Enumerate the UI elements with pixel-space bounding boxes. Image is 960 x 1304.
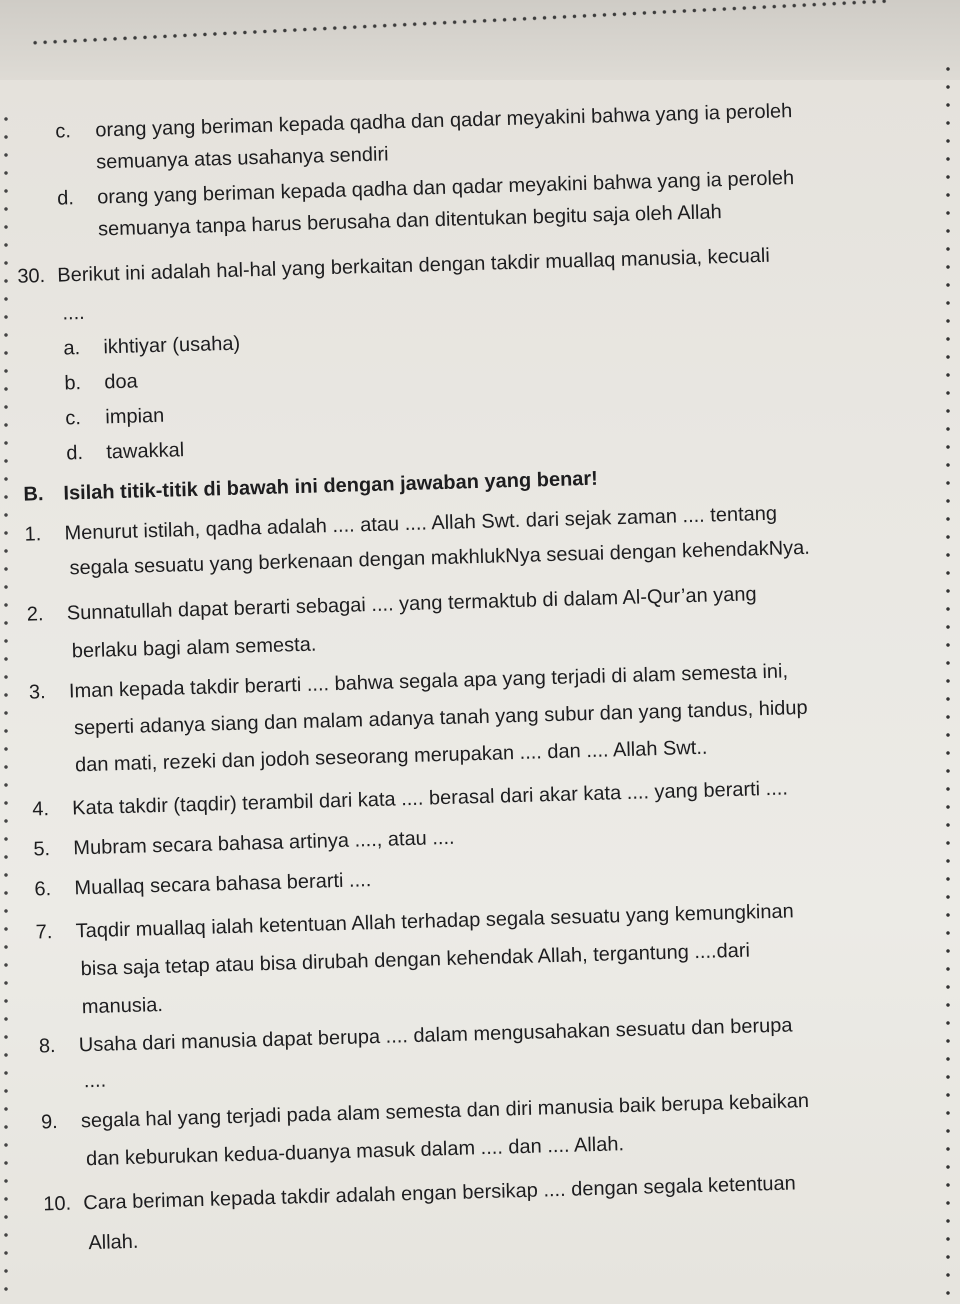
q30-option-b-text: doa bbox=[104, 370, 139, 394]
section-b-heading bbox=[23, 467, 598, 507]
question-8-line2: .... bbox=[83, 1069, 107, 1093]
question-1-line2: segala sesuatu yang berkenaan dengan makhlukNya sesuai dengan kehendakNya. bbox=[69, 536, 811, 580]
question-30-text: Berikut ini adalah hal-hal yang berkaitan dengan takdir muallaq manusia, kecuali bbox=[57, 244, 771, 287]
option-d-text: orang yang beriman kepada qadha dan qadar meyakini bahwa yang ia peroleh bbox=[96, 167, 795, 209]
q30-option-a-label: a. bbox=[63, 337, 81, 360]
question-2-line2: berlaku bagi alam semesta. bbox=[71, 633, 317, 663]
question-2 bbox=[27, 582, 757, 626]
q30-option-d bbox=[66, 438, 184, 465]
option-c-text: orang yang beriman kepada qadha dan qadar meyakini bahwa yang ia peroleh bbox=[95, 100, 793, 142]
question-30-number: 30. bbox=[17, 264, 46, 288]
question-2-number: 2. bbox=[26, 603, 44, 626]
question-9-line2: dan keburukan kedua-duanya masuk dalam .... dan .... Allah. bbox=[85, 1133, 625, 1171]
question-7-line3: manusia. bbox=[81, 993, 164, 1019]
question-8-line1: Usaha dari manusia dapat berupa .... dalam mengusahakan sesuatu dan berupa bbox=[78, 1014, 793, 1057]
question-3-line1: Iman kepada takdir berarti .... bahwa segala apa yang terjadi di alam semesta ini, bbox=[68, 660, 789, 703]
option-c-line1 bbox=[55, 99, 793, 144]
question-10-line1: Cara beriman kepada takdir adalah engan bersikap .... dengan segala ketentuan bbox=[82, 1172, 797, 1215]
question-7-line1: Taqdir muallaq ialah ketentuan Allah terhadap segala sesuatu yang kemungkinan bbox=[75, 900, 795, 943]
question-3-line2: seperti adanya siang dan malam adanya tanah yang subur dan yang tandus, hidup bbox=[73, 696, 808, 740]
question-1-number: 1. bbox=[24, 523, 42, 546]
section-b-letter: B. bbox=[23, 483, 44, 506]
q30-option-a-text: ikhtiyar (usaha) bbox=[103, 332, 241, 359]
option-d-label: d. bbox=[56, 187, 75, 210]
question-30-ellipsis: .... bbox=[62, 301, 85, 325]
question-3-line3: dan mati, rezeki dan jodoh seseorang merupakan .... dan .... Allah Swt.. bbox=[74, 736, 708, 777]
question-3 bbox=[29, 659, 789, 704]
question-10 bbox=[43, 1171, 796, 1216]
question-7 bbox=[35, 899, 794, 944]
question-4 bbox=[32, 776, 788, 821]
q30-option-c-label: c. bbox=[65, 407, 82, 430]
q30-option-b bbox=[64, 369, 138, 395]
q30-option-d-text: tawakkal bbox=[106, 439, 185, 464]
option-d-line2: semuanya tanpa harus berusaha dan ditentukan begitu saja oleh Allah bbox=[97, 201, 722, 241]
question-8 bbox=[39, 1013, 793, 1058]
question-6 bbox=[34, 868, 371, 901]
q30-option-c bbox=[65, 404, 165, 431]
q30-option-a bbox=[63, 332, 240, 361]
question-5-line1: Mubram secara bahasa artinya ...., atau .... bbox=[73, 826, 455, 860]
question-9-line1: segala hal yang terjadi pada alam semesta dan diri manusia baik berupa kebaikan bbox=[80, 1089, 810, 1133]
question-3-number: 3. bbox=[28, 681, 47, 704]
question-1-line1: Menurut istilah, qadha adalah .... atau .... Allah Swt. dari sejak zaman .... tentang bbox=[64, 502, 778, 545]
question-5-number: 5. bbox=[33, 838, 51, 861]
question-10-line2: Allah. bbox=[88, 1230, 139, 1255]
option-c-label: c. bbox=[55, 120, 72, 143]
question-7-line2: bisa saja tetap atau bisa dirubah dengan kehendak Allah, tergantung ....dari bbox=[80, 939, 751, 981]
q30-option-c-text: impian bbox=[105, 404, 165, 429]
question-5 bbox=[33, 826, 455, 862]
q30-option-d-label: d. bbox=[66, 442, 84, 465]
question-2-line1: Sunnatullah dapat berarti sebagai .... yang termaktub di dalam Al-Qur’an yang bbox=[66, 583, 757, 625]
question-4-line1: Kata takdir (taqdir) terambil dari kata .... berasal dari akar kata .... yang berarti .... bbox=[71, 777, 789, 820]
question-9 bbox=[41, 1089, 810, 1134]
question-8-number: 8. bbox=[38, 1035, 56, 1058]
question-9-number: 9. bbox=[40, 1110, 59, 1134]
section-b-title: Isilah titik-titik di bawah ini dengan jawaban yang benar! bbox=[63, 467, 599, 505]
question-10-number: 10. bbox=[43, 1192, 72, 1216]
question-30 bbox=[17, 244, 770, 289]
q30-option-b-label: b. bbox=[64, 372, 82, 395]
question-7-number: 7. bbox=[35, 921, 53, 944]
option-c-line2: semuanya atas usahanya sendiri bbox=[95, 143, 389, 174]
question-6-number: 6. bbox=[34, 878, 52, 901]
question-6-line1: Muallaq secara bahasa berarti .... bbox=[74, 869, 372, 900]
question-4-number: 4. bbox=[31, 798, 50, 821]
